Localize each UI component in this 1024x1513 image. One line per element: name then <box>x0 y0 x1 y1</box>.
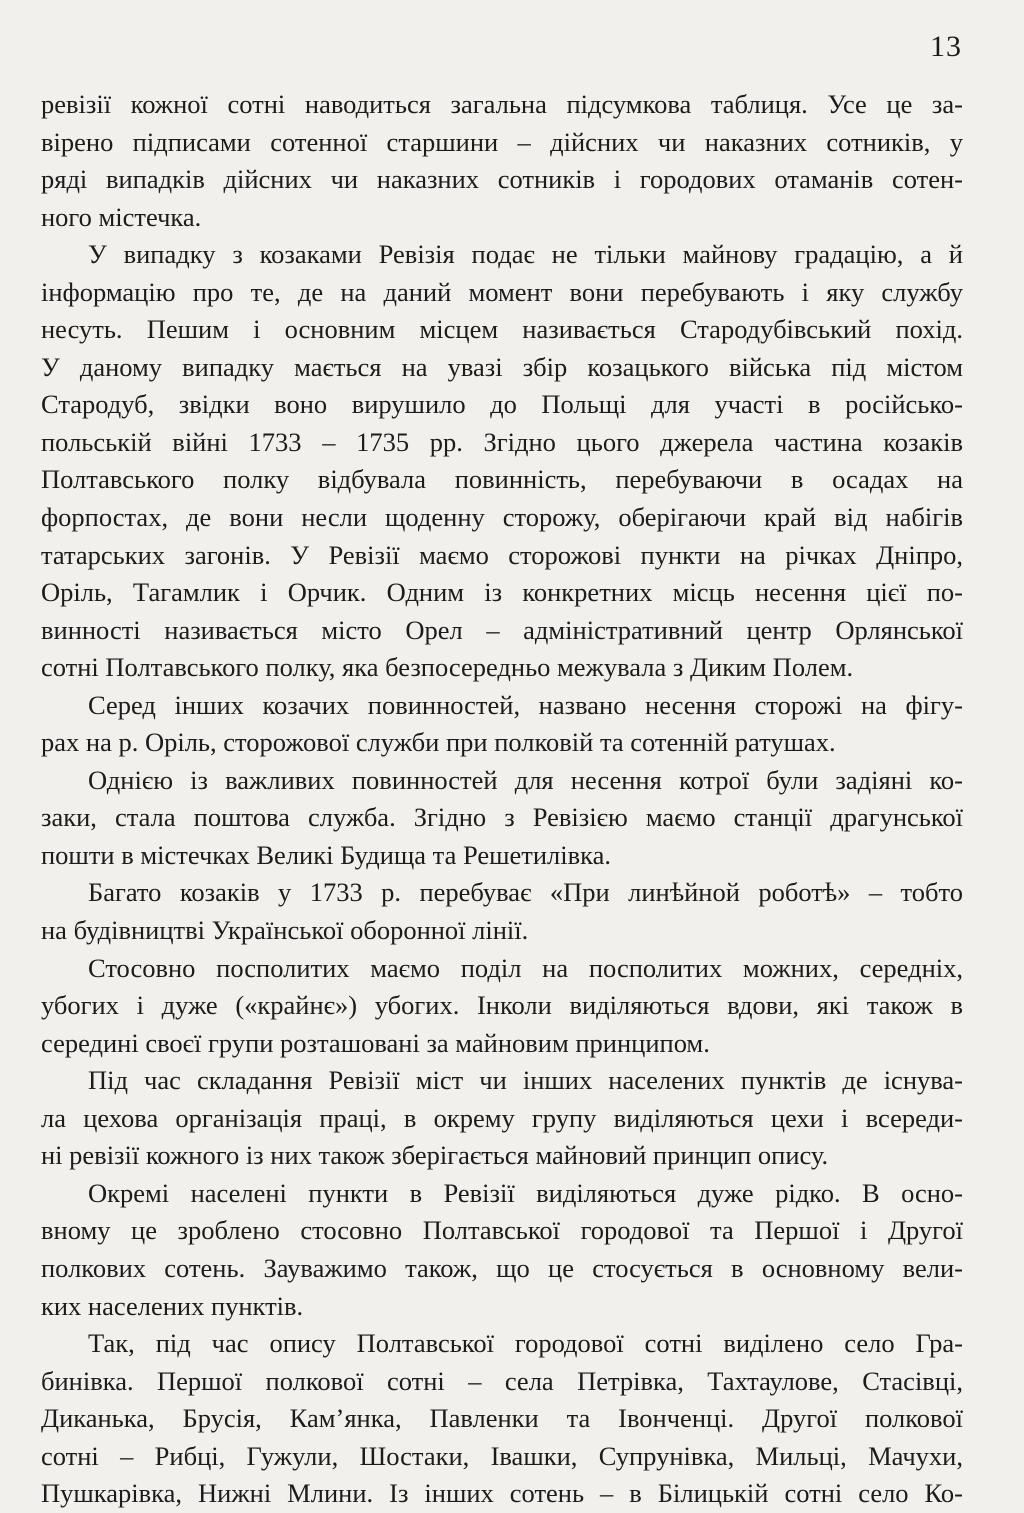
text-line: Оріль, Тагамлик і Орчик. Одним із конкретних місць несення цієї по- <box>41 577 963 608</box>
text-line: рах на р. Оріль, сторожової служби при полковій та сотенній ратушах. <box>41 727 836 758</box>
text-line: Стосовно посполитих маємо поділ на посполитих можних, середніх, <box>88 952 963 983</box>
text-line: Окремі населені пункти в Ревізії виділяються дуже рідко. В осно- <box>88 1177 963 1208</box>
text-line: Стародуб, звідки воно вирушило до Польщі для участі в російсько- <box>41 389 963 420</box>
text-line: Диканька, Брусія, Кам’янка, Павленки та Івонченці. Другої полкової <box>41 1403 963 1434</box>
text-line: Полтавського полку відбувала повинність, перебуваючи в осадах на <box>41 464 963 495</box>
page-number: 13 <box>930 30 962 63</box>
text-line: винності називається місто Орел – адміністративний центр Орлянської <box>41 614 963 645</box>
text-line: ного містечка. <box>41 201 202 232</box>
text-line: сотні – Рибці, Гужули, Шостаки, Івашки, Супрунівка, Мильці, Мачухи, <box>41 1440 963 1471</box>
text-line: Однією із важливих повинностей для несення котрої були задіяні ко- <box>88 764 963 795</box>
text-line: У випадку з козаками Ревізія подає не тільки майнову градацію, а й <box>88 239 963 270</box>
text-line: вірено підписами сотенної старшини – дійсних чи наказних сотників, у <box>41 126 963 157</box>
text-line: бинівка. Першої полкової сотні – села Петрівка, Тахтаулове, Стасівці, <box>41 1365 963 1396</box>
text-line: Під час складання Ревізії міст чи інших населених пунктів де існува- <box>88 1065 963 1096</box>
text-line: середині своєї групи розташовані за майновим принципом. <box>41 1027 710 1058</box>
text-line: форпостах, де вони несли щоденну сторожу, оберігаючи край від набігів <box>41 502 963 533</box>
text-line: Серед інших козачих повинностей, названо несення сторожі на фігу- <box>88 689 963 720</box>
text-line: сотні Полтавського полку, яка безпосередньо межувала з Диким Полем. <box>41 652 854 683</box>
body-text <box>41 86 963 1513</box>
text-line: убогих і дуже («крайнє») убогих. Інколи виділяються вдови, які також в <box>41 990 963 1021</box>
text-line: Пушкарівка, Нижні Млини. Із інших сотень – в Білицькій сотні село Ко- <box>41 1478 963 1509</box>
text-line: на будівництві Української оборонної лінії. <box>41 915 529 946</box>
text-line: інформацію про те, де на даний момент вони перебувають і яку службу <box>41 276 963 307</box>
text-line: татарських загонів. У Ревізії маємо сторожові пункти на річках Дніпро, <box>41 539 963 570</box>
text-line: ні ревізії кожного із них також зберігається майновий принцип опису. <box>41 1140 829 1171</box>
text-line: Так, під час опису Полтавської городової сотні виділено село Гра- <box>88 1328 963 1359</box>
text-line: ревізії кожної сотні наводиться загальна підсумкова таблиця. Усе це за- <box>41 89 963 119</box>
text-line: пошти в містечках Великі Будища та Решетилівка. <box>41 839 612 870</box>
text-line: У даному випадку мається на увазі збір козацького війська під містом <box>41 351 963 382</box>
text-line: вному це зроблено стосовно Полтавської городової та Першої і Другої <box>41 1215 963 1246</box>
text-line: полкових сотень. Зауважимо також, що це стосується в основному вели- <box>41 1252 963 1283</box>
text-line: заки, стала поштова служба. Згідно з Ревізією маємо станції драгунської <box>41 802 963 833</box>
text-line: несуть. Пешим і основним місцем називається Стародубівський похід. <box>41 314 963 345</box>
text-line: ких населених пунктів. <box>41 1290 304 1321</box>
text-line: польській війні 1733 – 1735 рр. Згідно цього джерела частина козаків <box>41 426 963 457</box>
text-line: Багато козаків у 1733 р. перебуває «При линѣйной роботѣ» – тобто <box>88 877 963 908</box>
text-line: ряді випадків дійсних чи наказних сотників і городових отаманів сотен- <box>41 164 963 195</box>
text-line: ла цехова організація праці, в окрему групу виділяються цехи і всереди- <box>41 1102 963 1133</box>
